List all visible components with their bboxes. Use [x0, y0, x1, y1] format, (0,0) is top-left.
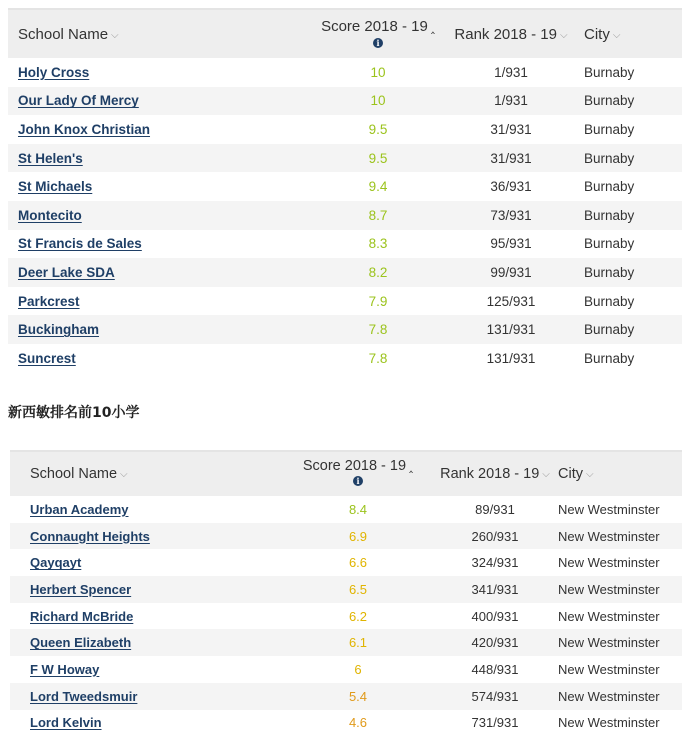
score-value: 6.6: [276, 549, 440, 576]
school-name-link[interactable]: St Michaels: [18, 179, 93, 195]
city-value: New Westminster: [550, 576, 682, 603]
rank-value: 1/931: [448, 87, 574, 116]
new-westminster-schools-table: [10, 450, 682, 736]
score-value: 9.5: [308, 115, 448, 144]
rank-value: 73/931: [448, 201, 574, 230]
city-value: Burnaby: [574, 230, 682, 259]
rank-column-header[interactable]: Rank 2018 - 19 ⌵: [440, 466, 550, 482]
rank-value: 131/931: [448, 344, 574, 373]
table-row: [10, 603, 682, 630]
chevron-down-icon: ⌵: [612, 29, 621, 41]
school-name-link[interactable]: Suncrest: [18, 350, 76, 366]
table-row: [8, 287, 682, 316]
score-value: 8.4: [276, 496, 440, 523]
rank-column-header[interactable]: Rank 2018 - 19 ⌵: [454, 25, 568, 43]
table-header-row: [10, 451, 682, 496]
city-value: Burnaby: [574, 287, 682, 316]
score-value: 8.3: [308, 230, 448, 259]
rank-value: 400/931: [440, 603, 550, 630]
school-name-link[interactable]: Richard McBride: [30, 608, 134, 624]
city-value: Burnaby: [574, 344, 682, 373]
city-value: New Westminster: [550, 710, 682, 737]
score-value: 9.5: [308, 144, 448, 173]
table-row: [10, 656, 682, 683]
city-value: New Westminster: [550, 603, 682, 630]
table-row: [10, 629, 682, 656]
school-name-link[interactable]: Urban Academy: [30, 501, 129, 517]
score-value: 6.1: [276, 629, 440, 656]
table-row: [10, 496, 682, 523]
school-name-link[interactable]: Parkcrest: [18, 293, 80, 309]
rank-value: 420/931: [440, 629, 550, 656]
table-row: [8, 201, 682, 230]
school-name-link[interactable]: Deer Lake SDA: [18, 264, 115, 280]
info-icon[interactable]: i: [373, 38, 383, 48]
rank-value: 574/931: [440, 683, 550, 710]
table-row: [8, 230, 682, 259]
city-value: Burnaby: [574, 315, 682, 344]
info-icon[interactable]: i: [353, 476, 363, 486]
chevron-up-icon: ‸: [430, 19, 435, 34]
table-row: [10, 549, 682, 576]
chevron-down-icon: ⌵: [120, 469, 128, 480]
rank-value: 31/931: [448, 115, 574, 144]
table-row: [10, 576, 682, 603]
rank-value: 1/931: [448, 58, 574, 87]
city-value: New Westminster: [550, 683, 682, 710]
school-name-link[interactable]: Qayqayt: [30, 555, 82, 571]
chevron-down-icon: ⌵: [542, 469, 550, 480]
rank-value: 341/931: [440, 576, 550, 603]
rank-value: 99/931: [448, 258, 574, 287]
school-name-column-header[interactable]: School Name ⌵: [30, 466, 128, 482]
score-value: 7.8: [308, 315, 448, 344]
new-westminster-table-body: [10, 496, 682, 736]
table-row: [10, 710, 682, 737]
school-name-link[interactable]: Lord Kelvin: [30, 715, 102, 731]
score-value: 10: [308, 87, 448, 116]
city-value: Burnaby: [574, 258, 682, 287]
chevron-down-icon: ⌵: [559, 29, 568, 41]
school-name-link[interactable]: Our Lady Of Mercy: [18, 93, 139, 109]
school-name-link[interactable]: F W Howay: [30, 661, 100, 677]
table-row: [8, 172, 682, 201]
school-name-link[interactable]: John Knox Christian: [18, 121, 151, 137]
score-value: 6.5: [276, 576, 440, 603]
school-name-link[interactable]: Lord Tweedsmuir: [30, 688, 138, 704]
city-column-header[interactable]: City ⌵: [558, 466, 594, 482]
table-row: [8, 344, 682, 373]
city-value: Burnaby: [574, 144, 682, 173]
city-value: Burnaby: [574, 87, 682, 116]
table-row: [10, 683, 682, 710]
school-name-link[interactable]: Queen Elizabeth: [30, 635, 132, 651]
table-row: [10, 523, 682, 550]
rank-value: 31/931: [448, 144, 574, 173]
school-name-link[interactable]: Buckingham: [18, 322, 100, 338]
table-header-row: [8, 9, 682, 58]
table-row: [8, 144, 682, 173]
table-row: [8, 87, 682, 116]
score-column-header[interactable]: Score 2018 - 19 ‸ i: [302, 458, 414, 487]
city-value: Burnaby: [574, 172, 682, 201]
school-name-link[interactable]: Connaught Heights: [30, 528, 150, 544]
school-name-link[interactable]: Herbert Spencer: [30, 581, 132, 597]
city-value: Burnaby: [574, 201, 682, 230]
score-value: 7.8: [308, 344, 448, 373]
rank-value: 89/931: [440, 496, 550, 523]
table-row: [8, 115, 682, 144]
school-name-link[interactable]: Holy Cross: [18, 64, 90, 80]
table-row: [8, 315, 682, 344]
city-value: Burnaby: [574, 58, 682, 87]
score-value: 6.2: [276, 603, 440, 630]
chevron-up-icon: ‸: [409, 459, 414, 473]
chevron-down-icon: ⌵: [111, 29, 119, 41]
rank-value: 125/931: [448, 287, 574, 316]
score-value: 6: [276, 656, 440, 683]
city-value: New Westminster: [550, 549, 682, 576]
school-name-link[interactable]: Montecito: [18, 207, 82, 223]
score-value: 8.7: [308, 201, 448, 230]
city-value: New Westminster: [550, 629, 682, 656]
rank-value: 324/931: [440, 549, 550, 576]
table-row: [8, 58, 682, 87]
rank-value: 448/931: [440, 656, 550, 683]
rank-value: 95/931: [448, 230, 574, 259]
city-value: New Westminster: [550, 496, 682, 523]
burnaby-schools-table: [8, 8, 682, 373]
score-value: 5.4: [276, 683, 440, 710]
score-value: 6.9: [276, 523, 440, 550]
score-value: 8.2: [308, 258, 448, 287]
rank-value: 36/931: [448, 172, 574, 201]
school-name-link[interactable]: St Francis de Sales: [18, 236, 142, 252]
burnaby-table-body: [8, 58, 682, 373]
rank-value: 731/931: [440, 710, 550, 737]
rank-value: 260/931: [440, 523, 550, 550]
chevron-down-icon: ⌵: [585, 469, 594, 480]
rank-value: 131/931: [448, 315, 574, 344]
score-value: 7.9: [308, 287, 448, 316]
section-title: 新西敏排名前10小学: [8, 405, 140, 421]
score-value: 4.6: [276, 710, 440, 737]
school-name-column-header[interactable]: School Name ⌵: [18, 25, 119, 43]
score-value: 10: [308, 58, 448, 87]
city-value: Burnaby: [574, 115, 682, 144]
score-value: 9.4: [308, 172, 448, 201]
city-value: New Westminster: [550, 656, 682, 683]
table-row: [8, 258, 682, 287]
school-name-link[interactable]: St Helen's: [18, 150, 83, 166]
city-value: New Westminster: [550, 523, 682, 550]
score-column-header[interactable]: Score 2018 - 19 ‸ i: [321, 17, 435, 48]
city-column-header[interactable]: City ⌵: [584, 25, 621, 43]
